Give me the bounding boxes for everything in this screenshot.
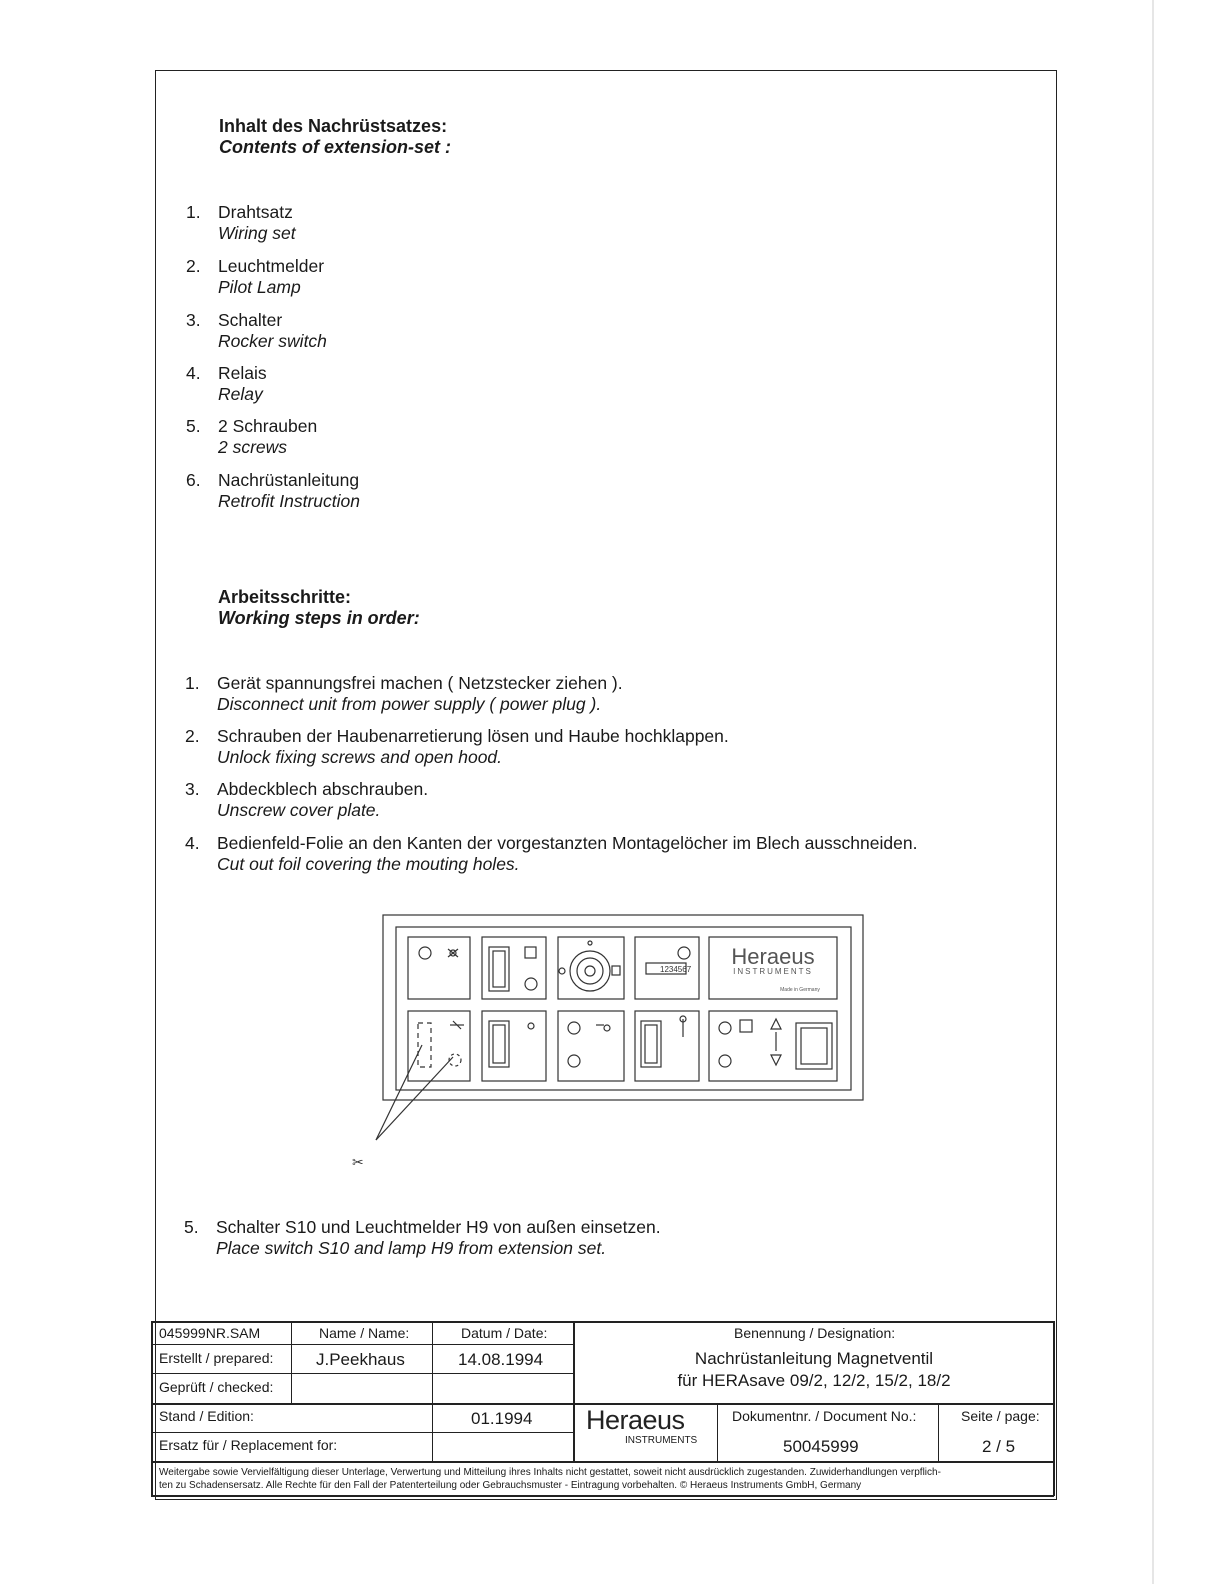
item-number: 2.: [186, 256, 201, 276]
control-panel-figure: [340, 905, 880, 1175]
sun-icon: [448, 949, 458, 957]
up-arrow-icon: [771, 1019, 781, 1029]
designation-label: Benennung / Designation:: [734, 1325, 896, 1341]
step-number: 4.: [185, 833, 200, 853]
name-label: Name / Name:: [319, 1325, 410, 1341]
step-en: Disconnect unit from power supply ( power plug ).: [217, 694, 602, 714]
heraeus-logo: Heraeus: [586, 1405, 685, 1435]
item-en: Wiring set: [218, 223, 296, 243]
grid-icon: [740, 1020, 752, 1032]
page-label: Seite / page:: [961, 1408, 1040, 1424]
step-de: Gerät spannungsfrei machen ( Netzstecker ziehen ).: [217, 673, 623, 693]
item-de: Nachrüstanleitung: [218, 470, 360, 490]
rocker-switch: [489, 947, 509, 991]
item-en: 2 screws: [218, 437, 288, 457]
legal-notice-line1: Weitergabe sowie Vervielfältigung dieser Unterlage, Verwertung und Mitteilung ihres Inhalts nicht gestattet, soweit nicht ausdrücklich zugestanden. Zuwiderhandlungen verpflich-: [159, 1467, 941, 1478]
item-de: 2 Schrauben: [218, 416, 318, 436]
down-arrow-icon: [771, 1055, 781, 1065]
page-value: 2 / 5: [982, 1437, 1016, 1456]
brand-sub: INSTRUMENTS: [733, 967, 813, 976]
prepared-date: 14.08.1994: [458, 1350, 544, 1369]
key-switch-module: [558, 937, 624, 999]
file-name: 045999NR.SAM: [159, 1325, 261, 1341]
contents-title-en: Contents of extension-set :: [219, 137, 452, 157]
fan-icon: [450, 1021, 464, 1029]
step-de: Schrauben der Haubenarretierung lösen und Haube hochklappen.: [217, 726, 729, 746]
rocker-switch: [489, 1021, 509, 1067]
contents-title-de: Inhalt des Nachrüstsatzes:: [219, 116, 448, 136]
hour-counter-value: 1234567: [660, 965, 692, 974]
heraeus-logo-sub: INSTRUMENTS: [625, 1435, 698, 1446]
item-en: Relay: [218, 384, 263, 404]
lamp-module-2: [558, 1011, 624, 1081]
rocker-switch-module: [482, 937, 546, 999]
contact-module: [408, 1011, 470, 1081]
cutout-marker: [418, 1023, 431, 1067]
display-icon: [525, 947, 536, 958]
replacement-label: Ersatz für / Replacement for:: [159, 1437, 338, 1453]
item-number: 4.: [186, 363, 201, 383]
hood-control-module: [709, 1011, 837, 1081]
step-number: 2.: [185, 726, 200, 746]
prepared-label: Erstellt / prepared:: [159, 1350, 274, 1366]
steps-title-de: Arbeitsschritte:: [218, 587, 352, 607]
step-en: Place switch S10 and lamp H9 from extension set.: [216, 1238, 607, 1258]
item-number: 3.: [186, 310, 201, 330]
rocker-switch: [641, 1021, 661, 1067]
document-no-value: 50045999: [783, 1437, 859, 1456]
step-en: Unlock fixing screws and open hood.: [217, 747, 503, 767]
step-number: 1.: [185, 673, 200, 693]
sun-icon: [588, 941, 592, 945]
item-number: 1.: [186, 202, 201, 222]
item-de: Leuchtmelder: [218, 256, 325, 276]
sun-icon: [528, 1023, 534, 1029]
step-de: Abdeckblech abschrauben.: [217, 779, 429, 799]
step-en: Cut out foil covering the mouting holes.: [217, 854, 520, 874]
document-no-label: Dokumentnr. / Document No.:: [732, 1408, 917, 1424]
steps-title-en: Working steps in order:: [218, 608, 420, 628]
step-de: Schalter S10 und Leuchtmelder H9 von außen einsetzen.: [216, 1217, 661, 1237]
item-de: Schalter: [218, 310, 283, 330]
step-number: 3.: [185, 779, 200, 799]
step-en: Unscrew cover plate.: [217, 800, 381, 820]
item-number: 5.: [186, 416, 201, 436]
item-en: Rocker switch: [218, 331, 327, 351]
edition-label: Stand / Edition:: [159, 1408, 254, 1424]
leader-line: [376, 1057, 453, 1140]
designation-line2: für HERAsave 09/2, 12/2, 15/2, 18/2: [677, 1371, 951, 1390]
brand-logo: Heraeus: [731, 944, 815, 969]
lamp-module: [408, 937, 470, 999]
date-label: Datum / Date:: [461, 1325, 548, 1341]
designation-line1: Nachrüstanleitung Magnetventil: [694, 1349, 934, 1368]
step-number: 5.: [184, 1217, 199, 1237]
item-en: Retrofit Instruction: [218, 491, 360, 511]
scissors-icon: ✂: [352, 1155, 364, 1171]
edition-value: 01.1994: [471, 1409, 533, 1428]
made-in-label: Made in Germany: [780, 987, 820, 993]
item-de: Relais: [218, 363, 267, 383]
step-de: Bedienfeld-Folie an den Kanten der vorgestanzten Montagelöcher im Blech ausschneiden.: [217, 833, 918, 853]
item-en: Pilot Lamp: [218, 277, 301, 297]
prepared-name: J.Peekhaus: [316, 1350, 405, 1369]
checked-label: Geprüft / checked:: [159, 1379, 274, 1395]
valve-icon: [680, 1016, 686, 1037]
panel-outer: [383, 915, 863, 1100]
item-number: 6.: [186, 470, 201, 490]
item-de: Drahtsatz: [218, 202, 293, 222]
legal-notice-line2: ten zu Schadensersatz. Alle Rechte für den Fall der Patenterteilung oder Gebrauchsmuster - Eintragung vorbehalten. © Heraeus Instruments GmbH, Germany: [159, 1480, 862, 1491]
page-edge: [1152, 0, 1154, 1584]
